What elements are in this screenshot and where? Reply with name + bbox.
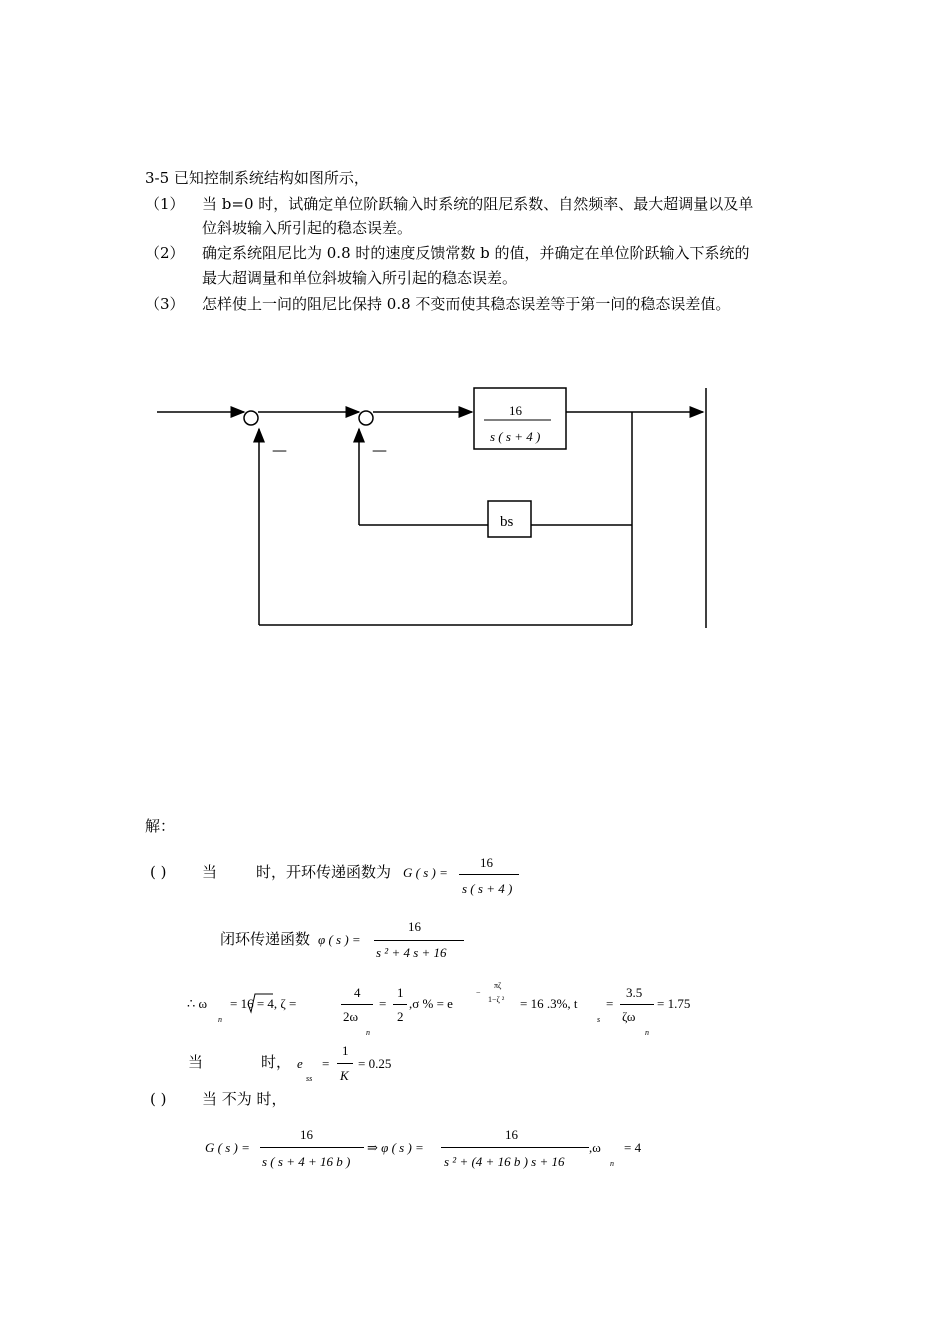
plant-numerator: 16 (509, 403, 522, 418)
bs-label: bs (500, 514, 514, 530)
ts-fraction-line (620, 1004, 654, 1005)
omega-sub: n (218, 1015, 222, 1024)
part1-shi: 时，开环传递函数为 (256, 863, 392, 881)
item-3-line1: 怎样使上一问的阻尼比保持 0.8 不变而使其稳态误差等于第一问的稳态误差值。 (202, 295, 731, 313)
item-2-line1: 确定系统阻尼比为 0.8 时的速度反馈常数 b 的值，并确定在单位阶跃输入下系统的 (202, 244, 750, 262)
phi-numerator: 16 (408, 919, 421, 934)
solution-label: 解： (145, 817, 176, 835)
ess-dang: 当 (188, 1053, 204, 1071)
ess-e: e (297, 1056, 303, 1071)
exp-minus: − (476, 988, 481, 997)
ts-numerator: 3.5 (626, 985, 643, 1000)
part2-paren: ( ) (150, 1090, 167, 1108)
ts-den-sub: n (645, 1028, 649, 1037)
problem-title: 3-5 已知控制系统结构如图所示， (145, 169, 369, 187)
closed-loop-label: 闭环传递函数 (220, 930, 311, 948)
G2-lhs: G ( s ) = (205, 1140, 250, 1155)
plant-denominator: s ( s + 4 ) (490, 429, 541, 444)
zeta-fraction-line (341, 1004, 373, 1005)
part1-dang: 当 (202, 863, 218, 881)
half-numerator: 1 (397, 985, 404, 1000)
ess-sub: ss (306, 1074, 313, 1083)
half-denominator: 2 (397, 1009, 404, 1024)
item-1-num: （1） (145, 195, 185, 213)
phi2-denominator: s ² + (4 + 16 b ) s + 16 (444, 1154, 565, 1169)
item-2-line2: 最大超调量和单位斜坡输入所引起的稳态误差。 (202, 269, 518, 287)
omega2-value: = 4 (624, 1140, 642, 1155)
exp-top: πζ (494, 981, 502, 990)
ess-numerator: 1 (342, 1043, 349, 1058)
zeta-denominator: 2ω (343, 1009, 359, 1024)
G-denominator: s ( s + 4 ) (462, 881, 513, 896)
G-numerator: 16 (480, 855, 493, 870)
G2-denominator: s ( s + 4 + 16 b ) (262, 1154, 351, 1169)
ts-value: = 1.75 (657, 996, 691, 1011)
part1-paren: ( ) (150, 863, 167, 881)
G2-numerator: 16 (300, 1127, 313, 1142)
sigma: ,σ % = e (409, 996, 453, 1011)
item-1-line1: 当 b=0 时，试确定单位阶跃输入时系统的阻尼系数、自然频率、最大超调量以及单 (202, 195, 754, 213)
half-eq: = (379, 996, 387, 1011)
zeta-den-sub: n (366, 1028, 370, 1037)
ts-denominator: ζω (622, 1009, 636, 1024)
phi2-numerator: 16 (505, 1127, 518, 1142)
omega-eq: = 16 = 4, ζ = (230, 996, 297, 1011)
omega2-sub: n (610, 1159, 614, 1168)
implies-phi: ⇒ φ ( s ) = (367, 1140, 424, 1155)
ess-fraction-line (337, 1063, 353, 1064)
minus-sign-1: — (272, 441, 287, 459)
half-fraction-line (393, 1004, 407, 1005)
minus-sign-2: — (372, 441, 387, 459)
ess-shi: 时， (261, 1053, 292, 1071)
ess-eq: = (322, 1056, 330, 1071)
phi-lhs: φ ( s ) = (318, 932, 361, 947)
exp-bottom: 1−ζ ² (488, 995, 505, 1004)
ess-value: = 0.25 (358, 1056, 392, 1071)
phi-denominator: s ² + 4 s + 16 (376, 945, 447, 960)
ts-sub: s (597, 1015, 601, 1024)
ts-eq: = (606, 996, 614, 1011)
G2-fraction-line (260, 1147, 364, 1148)
omega-lhs: ∴ ω (187, 996, 208, 1011)
item-3-num: （3） (145, 295, 185, 313)
sigma-value: = 16 .3%, t (520, 996, 578, 1011)
item-2-num: （2） (145, 244, 185, 262)
ess-denominator: K (340, 1068, 349, 1083)
item-1-line2: 位斜坡输入所引起的稳态误差。 (202, 219, 413, 237)
part2-text: 当 不为 时， (202, 1090, 287, 1108)
G-lhs: G ( s ) = (403, 865, 448, 880)
phi2-fraction-line (441, 1147, 589, 1148)
omega2: ,ω (589, 1140, 601, 1155)
zeta-numerator: 4 (354, 985, 361, 1000)
